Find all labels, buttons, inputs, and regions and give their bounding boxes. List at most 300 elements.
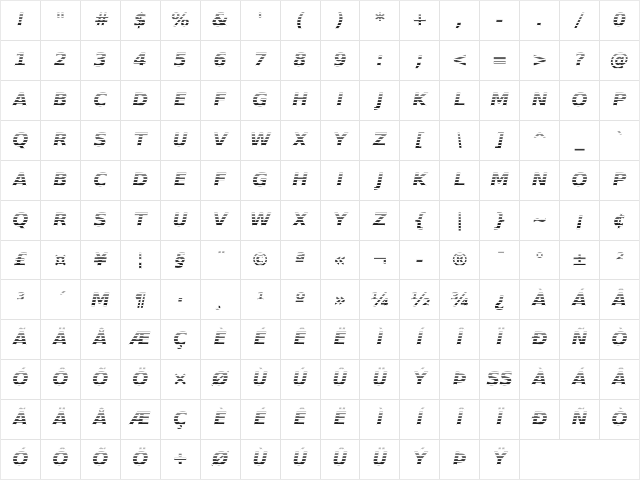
- charmap-cell: [41, 81, 80, 120]
- glyph: ¼: [370, 288, 390, 311]
- glyph: Z: [373, 128, 387, 151]
- charmap-cell: [440, 41, 479, 80]
- glyph: 9: [333, 49, 347, 72]
- glyph: Μ: [90, 288, 110, 311]
- charmap-cell: [121, 201, 160, 240]
- charmap-cell: [1, 440, 40, 479]
- charmap-cell: [400, 81, 439, 120]
- glyph: Y: [333, 128, 347, 151]
- glyph: R: [53, 208, 68, 231]
- charmap-cell: [1, 241, 40, 280]
- charmap-cell: [360, 400, 399, 439]
- charmap-cell: [241, 41, 280, 80]
- glyph: >: [531, 49, 548, 72]
- glyph: Ñ: [571, 328, 588, 351]
- charmap-cell: [121, 41, 160, 80]
- glyph: H: [292, 168, 308, 191]
- glyph: Á: [572, 368, 587, 391]
- charmap-cell: [281, 121, 320, 160]
- charmap-cell: [281, 161, 320, 200]
- charmap-cell: [400, 440, 439, 479]
- charmap-cell: [121, 280, 160, 319]
- charmap-cell: [360, 360, 399, 399]
- glyph: Õ: [92, 368, 109, 391]
- glyph: C: [93, 168, 108, 191]
- charmap-cell: [1, 1, 40, 40]
- glyph: G: [252, 88, 268, 111]
- charmap-cell: [81, 81, 120, 120]
- charmap-cell: [201, 280, 240, 319]
- charmap-cell: [480, 360, 519, 399]
- glyph: ¥: [93, 248, 107, 271]
- charmap-cell: [1, 121, 40, 160]
- charmap-cell: [1, 41, 40, 80]
- glyph: ;: [416, 49, 424, 72]
- glyph: Ä: [53, 328, 68, 351]
- charmap-cell: [41, 320, 80, 359]
- glyph: Ø: [212, 448, 229, 471]
- glyph: Q: [12, 128, 29, 151]
- charmap-cell: [440, 81, 479, 120]
- glyph: Â: [612, 288, 627, 311]
- glyph: É: [253, 408, 267, 431]
- glyph: Í: [416, 408, 424, 431]
- glyph: U: [172, 128, 188, 151]
- glyph: ¾: [449, 288, 470, 311]
- glyph: X: [292, 128, 308, 151]
- glyph: M: [490, 168, 510, 191]
- charmap-cell: [560, 320, 599, 359]
- glyph: ÷: [172, 448, 189, 471]
- glyph: Ö: [132, 368, 149, 391]
- glyph: &: [211, 9, 229, 32]
- glyph: :: [376, 49, 384, 72]
- charmap-cell: [41, 440, 80, 479]
- glyph: G: [252, 168, 268, 191]
- charmap-cell: [560, 161, 599, 200]
- charmap-cell: [400, 280, 439, 319]
- glyph: °: [534, 248, 545, 271]
- charmap-cell: [161, 280, 200, 319]
- charmap-cell: [400, 201, 439, 240]
- charmap-cell: [560, 1, 599, 40]
- charmap-cell: [321, 121, 360, 160]
- charmap-cell: [161, 241, 200, 280]
- charmap-cell: [321, 201, 360, 240]
- glyph: N: [531, 168, 548, 191]
- charmap-cell: [600, 161, 639, 200]
- glyph: ¨: [215, 248, 225, 271]
- glyph: L: [453, 168, 466, 191]
- glyph: [: [415, 128, 425, 151]
- charmap-cell: [600, 121, 639, 160]
- glyph: ¯: [494, 248, 505, 271]
- charmap-cell: [201, 360, 240, 399]
- glyph: (: [295, 9, 305, 32]
- glyph: J: [376, 88, 384, 111]
- glyph: F: [213, 168, 227, 191]
- charmap-cell: [161, 121, 200, 160]
- charmap-cell: [520, 360, 559, 399]
- charmap-cell: [121, 1, 160, 40]
- glyph: Ý: [412, 448, 427, 471]
- glyph: Ò: [611, 408, 628, 431]
- charmap-cell: [241, 201, 280, 240]
- glyph: S: [93, 208, 108, 231]
- charmap-cell: [480, 440, 519, 479]
- charmap-cell: [161, 201, 200, 240]
- glyph: 3: [93, 49, 107, 72]
- glyph: Ü: [372, 368, 388, 391]
- charmap-empty-space: [520, 440, 639, 479]
- charmap-cell: [520, 121, 559, 160]
- charmap-cell: [321, 161, 360, 200]
- glyph: Ù: [252, 448, 268, 471]
- charmap-cell: [1, 201, 40, 240]
- glyph: Ï: [496, 408, 504, 431]
- charmap-cell: [161, 440, 200, 479]
- charmap-cell: [480, 280, 519, 319]
- charmap-cell: [41, 41, 80, 80]
- glyph: E: [173, 88, 187, 111]
- glyph: Æ: [129, 408, 151, 431]
- charmap-cell: [81, 121, 120, 160]
- charmap-cell: [41, 280, 80, 319]
- charmap-cell: [400, 1, 439, 40]
- glyph: ×: [172, 368, 189, 391]
- glyph: Z: [373, 208, 387, 231]
- charmap-cell: [121, 440, 160, 479]
- glyph: Ÿ: [492, 448, 507, 471]
- glyph: Á: [572, 288, 587, 311]
- charmap-cell: [480, 1, 519, 40]
- charmap-cell: [400, 121, 439, 160]
- charmap-cell: [440, 1, 479, 40]
- glyph: W: [249, 128, 271, 151]
- charmap-cell: [321, 81, 360, 120]
- charmap-cell: [121, 81, 160, 120]
- charmap-cell: [1, 400, 40, 439]
- glyph: R: [53, 128, 68, 151]
- glyph: Ï: [496, 328, 504, 351]
- glyph: ¹: [255, 288, 265, 311]
- charmap-cell: [480, 121, 519, 160]
- glyph: º: [294, 288, 306, 311]
- charmap-cell: [321, 280, 360, 319]
- charmap-cell: [360, 241, 399, 280]
- charmap-cell: [360, 41, 399, 80]
- charmap-cell: [560, 41, 599, 80]
- charmap-cell: [600, 81, 639, 120]
- charmap-cell: [81, 440, 120, 479]
- glyph: 1: [13, 49, 28, 72]
- charmap-cell: [201, 440, 240, 479]
- glyph: T: [133, 208, 147, 231]
- glyph: ´: [55, 288, 66, 311]
- glyph: S: [93, 128, 108, 151]
- glyph: Ø: [212, 368, 229, 391]
- glyph: $: [133, 9, 147, 32]
- charmap-cell: [81, 41, 120, 80]
- glyph: Û: [332, 368, 348, 391]
- glyph: X: [292, 208, 308, 231]
- glyph: ~: [531, 208, 548, 231]
- charmap-cell: [201, 320, 240, 359]
- charmap-cell: [161, 320, 200, 359]
- charmap-cell: [281, 440, 320, 479]
- glyph: SS: [486, 368, 514, 391]
- charmap-cell: [440, 241, 479, 280]
- charmap-cell: [81, 1, 120, 40]
- charmap-cell: [400, 241, 439, 280]
- glyph: /: [576, 9, 584, 32]
- charmap-cell: [560, 280, 599, 319]
- glyph: K: [412, 168, 428, 191]
- glyph: Ú: [292, 448, 308, 471]
- glyph: `: [614, 128, 625, 151]
- charmap-cell: [241, 360, 280, 399]
- glyph: {: [413, 208, 427, 231]
- glyph: ¦: [136, 248, 144, 271]
- glyph: +: [411, 9, 428, 32]
- glyph: Ê: [293, 328, 307, 351]
- charmap-cell: [241, 1, 280, 40]
- glyph: ¤: [54, 248, 67, 271]
- glyph: Ç: [173, 328, 188, 351]
- charmap-cell: [480, 400, 519, 439]
- glyph: H: [292, 88, 308, 111]
- glyph: ©: [250, 248, 270, 271]
- charmap-cell: [201, 1, 240, 40]
- charmap-cell: [1, 81, 40, 120]
- charmap-cell: [281, 201, 320, 240]
- glyph: Ñ: [571, 408, 588, 431]
- charmap-cell: [121, 400, 160, 439]
- charmap-cell: [41, 400, 80, 439]
- glyph: M: [490, 88, 510, 111]
- charmap-cell: [81, 320, 120, 359]
- glyph: A: [13, 88, 28, 111]
- charmap-cell: [560, 241, 599, 280]
- charmap-cell: [241, 280, 280, 319]
- charmap-cell: [321, 241, 360, 280]
- charmap-cell: [520, 400, 559, 439]
- charmap-cell: [560, 360, 599, 399]
- glyph: 4: [133, 49, 147, 72]
- charmap-cell: [161, 81, 200, 120]
- glyph: Q: [12, 208, 29, 231]
- charmap-cell: [241, 121, 280, 160]
- charmap-cell: [520, 1, 559, 40]
- charmap-cell: [440, 360, 479, 399]
- glyph: !: [16, 9, 25, 32]
- charmap-cell: [600, 241, 639, 280]
- charmap-cell: [600, 400, 639, 439]
- charmap-cell: [480, 201, 519, 240]
- glyph: ²: [615, 248, 624, 271]
- charmap-cell: [281, 1, 320, 40]
- glyph: I: [336, 168, 344, 191]
- charmap-cell: [81, 400, 120, 439]
- charmap-cell: [560, 201, 599, 240]
- glyph: ®: [450, 248, 470, 271]
- charmap-cell: [281, 81, 320, 120]
- charmap-cell: [41, 360, 80, 399]
- glyph: Ý: [412, 368, 427, 391]
- glyph: ': [257, 9, 263, 32]
- glyph: Ã: [13, 408, 28, 431]
- charmap-cell: [281, 241, 320, 280]
- glyph: Ó: [12, 448, 29, 471]
- charmap-cell: [440, 121, 479, 160]
- charmap-cell: [161, 360, 200, 399]
- glyph: J: [376, 168, 384, 191]
- glyph: Ö: [132, 448, 149, 471]
- glyph: ¶: [134, 288, 147, 311]
- glyph: -: [415, 248, 424, 271]
- charmap-cell: [360, 81, 399, 120]
- charmap-cell: [560, 400, 599, 439]
- glyph: |: [456, 208, 464, 231]
- charmap-cell: [41, 1, 80, 40]
- charmap-cell: [1, 360, 40, 399]
- charmap-cell: [560, 81, 599, 120]
- charmap-cell: [201, 400, 240, 439]
- glyph: Ä: [53, 408, 68, 431]
- charmap-cell: [81, 161, 120, 200]
- charmap-cell: [400, 360, 439, 399]
- glyph: }: [492, 208, 507, 231]
- charmap-cell: [360, 121, 399, 160]
- glyph: Î: [456, 328, 464, 351]
- charmap-cell: [281, 280, 320, 319]
- glyph: Å: [92, 328, 108, 351]
- glyph: Þ: [452, 448, 467, 471]
- charmap-cell: [600, 280, 639, 319]
- glyph: ¿: [494, 288, 506, 311]
- charmap-cell: [121, 360, 160, 399]
- glyph: Ò: [611, 328, 628, 351]
- glyph: Ù: [252, 368, 268, 391]
- charmap-cell: [41, 161, 80, 200]
- charmap-cell: [520, 81, 559, 120]
- glyph: Û: [332, 448, 348, 471]
- glyph: £: [13, 248, 28, 271]
- glyph: Ë: [333, 328, 347, 351]
- glyph: 6: [213, 49, 227, 72]
- glyph: ?: [574, 49, 586, 72]
- glyph: V: [212, 128, 228, 151]
- glyph: Í: [416, 328, 424, 351]
- charmap-cell: [321, 400, 360, 439]
- glyph: K: [412, 88, 428, 111]
- glyph: ,: [456, 9, 464, 32]
- charmap-cell: [321, 360, 360, 399]
- charmap-cell: [41, 201, 80, 240]
- charmap-cell: [201, 121, 240, 160]
- charmap-cell: [600, 201, 639, 240]
- charmap-cell: [600, 360, 639, 399]
- charmap-cell: [440, 161, 479, 200]
- glyph: #: [93, 9, 107, 32]
- glyph: E: [173, 168, 187, 191]
- charmap-cell: [161, 41, 200, 80]
- charmap-cell: [121, 241, 160, 280]
- glyph: 5: [173, 49, 187, 72]
- glyph: -: [495, 9, 504, 32]
- glyph: ¬: [371, 248, 388, 271]
- glyph: T: [133, 128, 147, 151]
- glyph: ": [55, 9, 66, 32]
- glyph: ±: [571, 248, 588, 271]
- charmap-cell: [241, 241, 280, 280]
- glyph: V: [212, 208, 228, 231]
- charmap-cell: [360, 161, 399, 200]
- glyph: %: [170, 9, 190, 32]
- glyph: ¸: [215, 288, 225, 311]
- charmap-cell: [360, 440, 399, 479]
- charmap-cell: [241, 400, 280, 439]
- glyph: ): [335, 9, 345, 32]
- charmap-cell: [1, 320, 40, 359]
- charmap-cell: [360, 1, 399, 40]
- glyph: Ó: [12, 368, 29, 391]
- charmap-cell: [41, 121, 80, 160]
- charmap-cell: [281, 320, 320, 359]
- charmap-cell: [1, 280, 40, 319]
- charmap-cell: [440, 201, 479, 240]
- charmap-cell: [201, 241, 240, 280]
- charmap-cell: [321, 320, 360, 359]
- glyph: Ð: [531, 408, 548, 431]
- charmap-cell: [360, 320, 399, 359]
- glyph: I: [336, 88, 344, 111]
- glyph: _: [574, 128, 585, 151]
- glyph: .: [536, 9, 544, 32]
- glyph: P: [612, 88, 627, 111]
- charmap-cell: [400, 400, 439, 439]
- charmap-cell: [121, 161, 160, 200]
- glyph: 8: [293, 49, 307, 72]
- charmap-cell: [400, 320, 439, 359]
- glyph: O: [571, 168, 588, 191]
- glyph: 2: [53, 49, 68, 72]
- glyph: C: [93, 88, 108, 111]
- charmap-cell: [241, 81, 280, 120]
- glyph: §: [175, 248, 185, 271]
- glyph: 0: [612, 9, 627, 32]
- glyph: Ì: [376, 408, 384, 431]
- charmap-cell: [81, 280, 120, 319]
- glyph: Ú: [292, 368, 308, 391]
- glyph: ³: [16, 288, 25, 311]
- glyph: N: [531, 88, 548, 111]
- charmap-cell: [400, 41, 439, 80]
- charmap-cell: [161, 400, 200, 439]
- glyph: Ì: [376, 328, 384, 351]
- charmap-cell: [321, 1, 360, 40]
- charmap-cell: [480, 161, 519, 200]
- glyph: *: [374, 9, 385, 32]
- charmap-cell: [81, 241, 120, 280]
- charmap-cell: [480, 320, 519, 359]
- charmap-cell: [241, 320, 280, 359]
- glyph: =: [491, 49, 508, 72]
- charmap-cell: [520, 161, 559, 200]
- charmap-cell: [281, 41, 320, 80]
- charmap-cell: [41, 241, 80, 280]
- glyph: Þ: [452, 368, 467, 391]
